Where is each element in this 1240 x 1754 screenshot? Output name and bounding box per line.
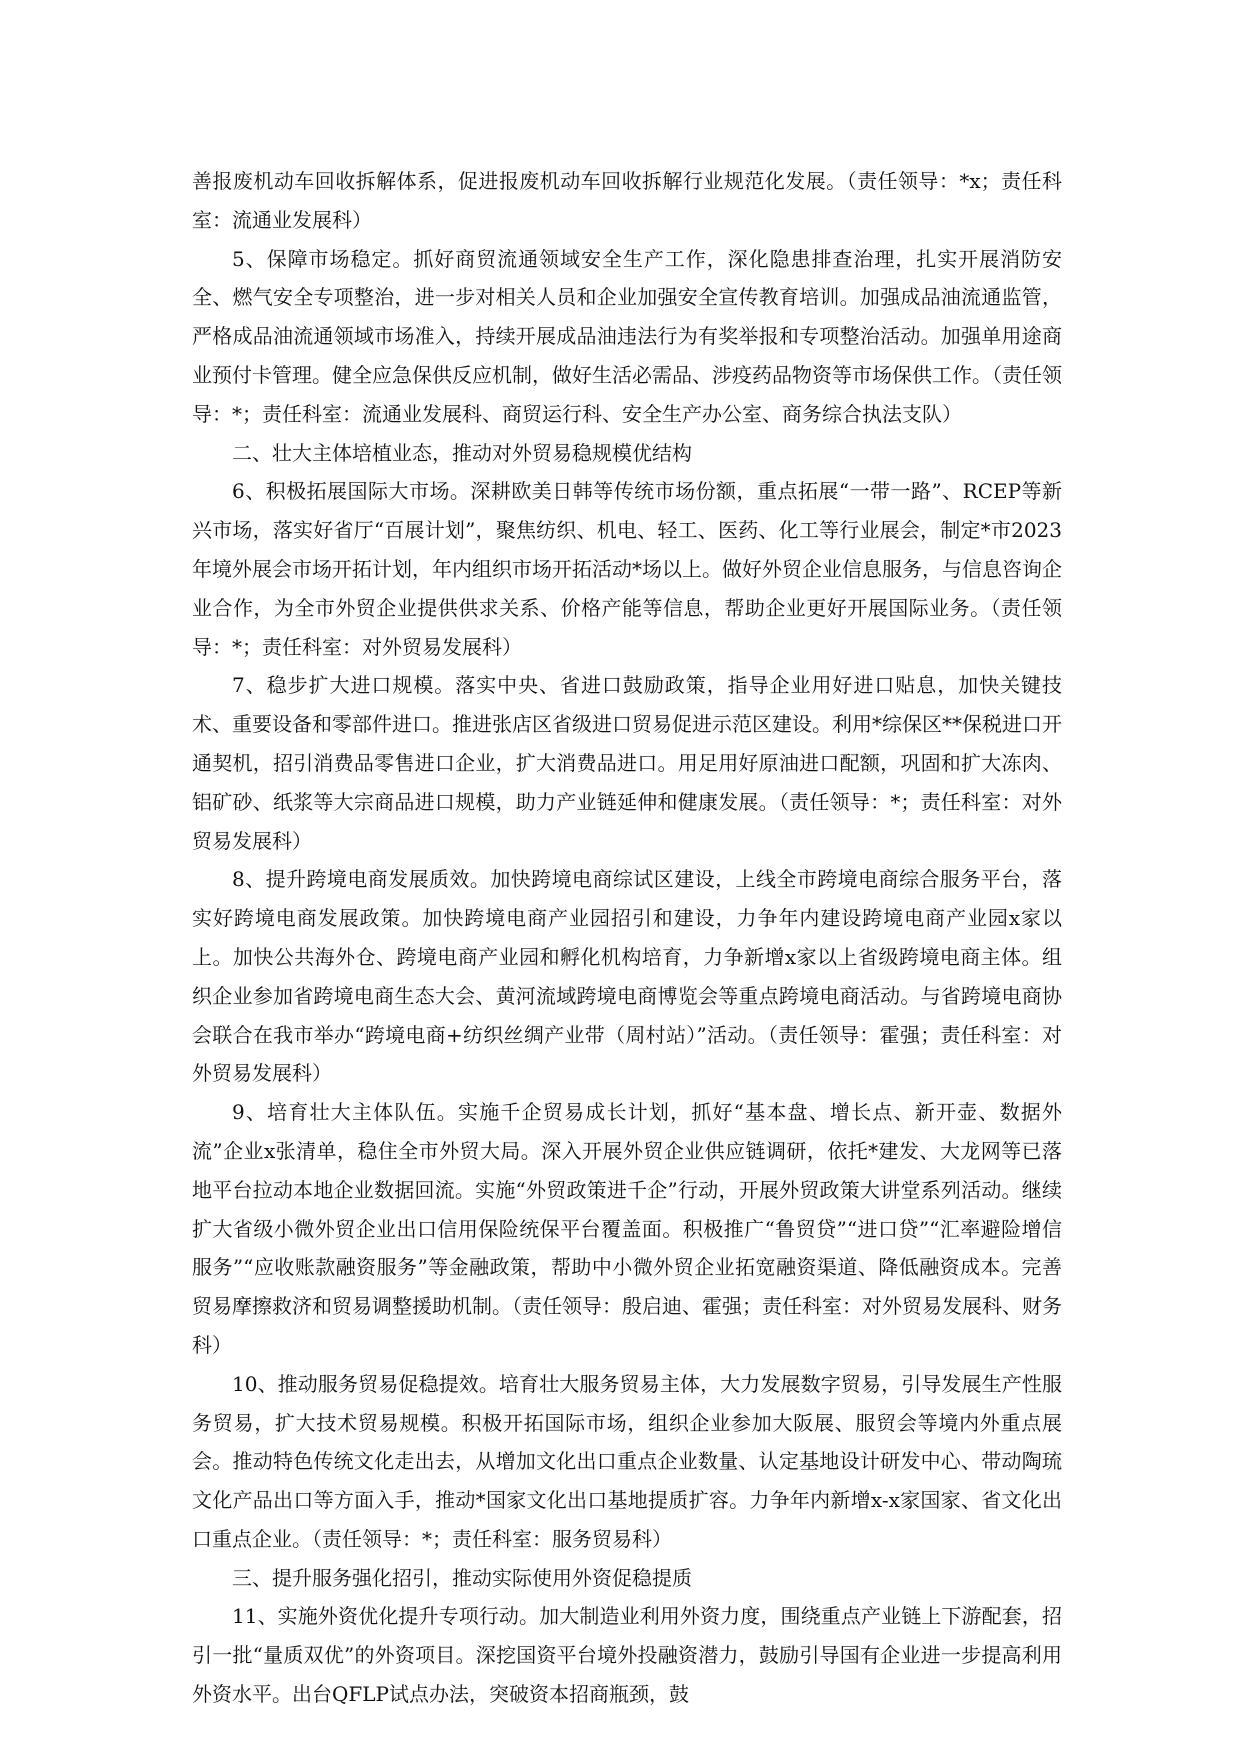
paragraph-item-7: 7、稳步扩大进口规模。落实中央、省进口鼓励政策，指导企业用好进口贴息，加快关键技术、重要设备和零部件进口。推进张店区省级进口贸易促进示范区建设。利用*综保区**保税进口开通契机，招引消费品零售进口企业，扩大消费品进口。用足用好原油进口配额，巩固和扩大冻肉、铝矿砂、纸浆等大宗商品进口规模，助力产业链延伸和健康发展。（责任领导：*；责任科室：对外贸易发展科） [192, 673, 1062, 853]
section-heading-2: 二、壮大主体培植业态，推动对外贸易稳规模优结构 [232, 440, 692, 465]
paragraph-continuation: 善报废机动车回收拆解体系，促进报废机动车回收拆解行业规范化发展。（责任领导：*x；责任科室：流通业发展科） [192, 169, 1062, 232]
document-page [192, 162, 1062, 1714]
paragraph-item-8: 8、提升跨境电商发展质效。加快跨境电商综试区建设，上线全市跨境电商综合服务平台，落实好跨境电商发展政策。加快跨境电商产业园招引和建设，力争年内建设跨境电商产业园x家以上。加快公共海外仓、跨境电商产业园和孵化机构培育，力争新增x家以上省级跨境电商主体。组织企业参加省跨境电商生态大会、黄河流域跨境电商博览会等重点跨境电商活动。与省跨境电商协会联合在我市举办“跨境电商+纺织丝绸产业带（周村站）”活动。（责任领导：霍强；责任科室：对外贸易发展科） [192, 867, 1062, 1086]
paragraph-item-10: 10、推动服务贸易促稳提效。培育壮大服务贸易主体，大力发展数字贸易，引导发展生产性服务贸易，扩大技术贸易规模。积极开拓国际市场，组织企业参加大阪展、服贸会等境内外重点展会。推动特色传统文化走出去，从增加文化出口重点企业数量、认定基地设计研发中心、带动陶琉文化产品出口等方面入手，推动*国家文化出口基地提质扩容。力争年内新增x-x家国家、省文化出口重点企业。（责任领导：*；责任科室：服务贸易科） [192, 1371, 1062, 1551]
section-heading-3: 三、提升服务强化招引，推动实际使用外资促稳提质 [232, 1565, 692, 1590]
paragraph-item-6: 6、积极拓展国际大市场。深耕欧美日韩等传统市场份额，重点拓展“一带一路”、RCEP等新兴市场，落实好省厅“百展计划”，聚焦纺织、机电、轻工、医药、化工等行业展会，制定*市2023年境外展会市场开拓计划，年内组织市场开拓活动*场以上。做好外贸企业信息服务，与信息咨询企业合作，为全市外贸企业提供供求关系、价格产能等信息，帮助企业更好开展国际业务。（责任领导：*；责任科室：对外贸易发展科） [192, 479, 1062, 659]
paragraph-item-9: 9、培育壮大主体队伍。实施千企贸易成长计划，抓好“基本盘、增长点、新开壶、数据外流”企业x张清单，稳住全市外贸大局。深入开展外贸企业供应链调研，依托*建发、大龙网等已落地平台拉动本地企业数据回流。实施“外贸政策进千企”行动，开展外贸政策大讲堂系列活动。继续扩大省级小微外贸企业出口信用保险统保平台覆盖面。积极推广“鲁贸贷”“进口贷”“汇率避险增信服务”“应收账款融资服务”等金融政策，帮助中小微外贸企业拓宽融资渠道、降低融资成本。完善贸易摩擦救济和贸易调整援助机制。（责任领导：殷启迪、霍强；责任科室：对外贸易发展科、财务科） [192, 1100, 1062, 1357]
paragraph-item-11: 11、实施外资优化提升专项行动。加大制造业利用外资力度，围绕重点产业链上下游配套，招引一批“量质双优”的外资项目。深挖国资平台境外投融资潜力，鼓励引导国有企业进一步提高利用外资水平。出台QFLP试点办法，突破资本招商瓶颈，鼓 [192, 1604, 1062, 1707]
paragraph-item-5: 5、保障市场稳定。抓好商贸流通领域安全生产工作，深化隐患排查治理，扎实开展消防安全、燃气安全专项整治，进一步对相关人员和企业加强安全宣传教育培训。加强成品油流通监管，严格成品油流通领域市场准入，持续开展成品油违法行为有奖举报和专项整治活动。加强单用途商业预付卡管理。健全应急保供反应机制，做好生活必需品、涉疫药品物资等市场保供工作。（责任领导：*；责任科室：流通业发展科、商贸运行科、安全生产办公室、商务综合执法支队） [192, 246, 1062, 426]
